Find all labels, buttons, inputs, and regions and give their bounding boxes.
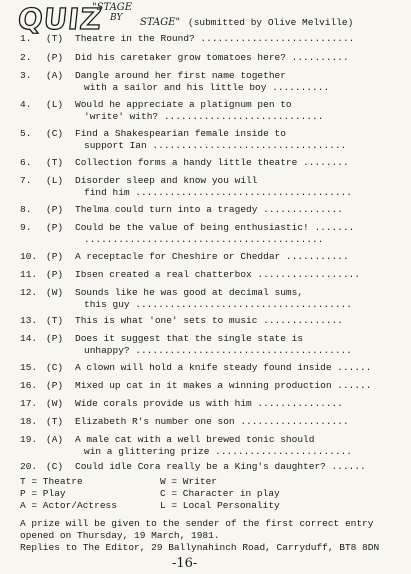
question-number: 13. <box>20 315 38 326</box>
question-category: (P) <box>46 269 64 280</box>
question-text: Does it suggest that the single state is <box>75 333 304 344</box>
question-text: Disorder sleep and know you will <box>75 175 258 186</box>
question-text: Ibsen created a real chatterbox .................. <box>75 269 361 280</box>
question-text: Dangle around her first name together <box>75 70 286 81</box>
question-category: (A) <box>46 70 64 81</box>
question-text: This is what 'one' sets to music .............. <box>75 315 343 326</box>
question-text: A male cat with a well brewed tonic should <box>75 434 315 445</box>
legend-entry: A = Actor/Actress <box>20 500 117 511</box>
question-number: 14. <box>20 333 38 344</box>
prize-line-2: opened on Thursday, 19 March, 1981. <box>20 530 220 541</box>
question-category: (P) <box>46 380 64 391</box>
question-text-line-2: .......................................... <box>84 234 324 245</box>
question-category: (W) <box>46 287 64 298</box>
question-text-line-2: this guy ...................................... <box>84 299 352 310</box>
prize-line-3: Replies to The Editor, 29 Ballynahinch Road, Carryduff, BT8 8DN <box>20 542 380 553</box>
question-category: (L) <box>46 99 64 110</box>
question-number: 19. <box>20 434 38 445</box>
by-word: BY <box>110 13 123 23</box>
question-category: (C) <box>46 128 64 139</box>
question-number: 11. <box>20 269 38 280</box>
question-text-line-2: with a sailor and his little boy .......... <box>84 82 330 93</box>
question-text: Wide corals provide us with him ............... <box>75 398 343 409</box>
stage-word-2: STAGE" <box>140 17 181 28</box>
question-text: A receptacle for Cheshire or Cheddar ........... <box>75 251 349 262</box>
question-number: 6. <box>20 157 32 168</box>
question-number: 18. <box>20 416 38 427</box>
question-category: (W) <box>46 398 64 409</box>
prize-line-1: A prize will be given to the sender of the first correct entry <box>20 518 374 529</box>
question-category: (C) <box>46 461 64 472</box>
stage-word-1: "STAGE <box>92 2 133 13</box>
question-number: 16. <box>20 380 38 391</box>
question-text: Thelma could turn into a tragedy .............. <box>75 204 343 215</box>
question-text: Did his caretaker grow tomatoes here? .......... <box>75 52 349 63</box>
question-text-line-2: support Ian .................................. <box>84 140 347 151</box>
question-number: 8. <box>20 204 32 215</box>
question-category: (T) <box>46 157 64 168</box>
question-category: (A) <box>46 434 64 445</box>
question-number: 9. <box>20 222 32 233</box>
question-number: 7. <box>20 175 32 186</box>
question-number: 20. <box>20 461 38 472</box>
question-number: 5. <box>20 128 32 139</box>
question-text: Could be the value of being enthusiastic! ....... <box>75 222 355 233</box>
question-number: 10. <box>20 251 38 262</box>
question-text-line-2: unhappy? ...................................... <box>84 345 352 356</box>
question-number: 17. <box>20 398 38 409</box>
question-category: (P) <box>46 333 64 344</box>
legend-entry: T = Theatre <box>20 476 83 487</box>
question-category: (T) <box>46 416 64 427</box>
question-number: 3. <box>20 70 32 81</box>
quiz-logo: QUIZ <box>16 2 104 36</box>
question-category: (T) <box>46 33 64 44</box>
question-number: 2. <box>20 52 32 63</box>
question-number: 1. <box>20 33 32 44</box>
question-text-line-2: win a glittering prize ........................ <box>84 446 352 457</box>
question-number: 15. <box>20 362 38 373</box>
prize-notice <box>20 518 379 554</box>
question-category: (C) <box>46 362 64 373</box>
legend-entry: L = Local Personality <box>160 500 280 511</box>
question-text: Mixed up cat in it makes a winning production ...... <box>75 380 372 391</box>
question-text: Would he appreciate a platignum pen to <box>75 99 292 110</box>
question-number: 4. <box>20 99 32 110</box>
question-text: Collection forms a handy little theatre ........ <box>75 157 349 168</box>
question-text-line-2: find him ...................................... <box>84 187 352 198</box>
question-category: (P) <box>46 204 64 215</box>
question-text-line-2: 'write' with? ............................ <box>84 111 324 122</box>
question-text: A clown will hold a knife steady found inside ...... <box>75 362 372 373</box>
question-category: (L) <box>46 175 64 186</box>
question-text: Find a Shakespearian female inside to <box>75 128 286 139</box>
legend-entry: P = Play <box>20 488 66 499</box>
question-category: (P) <box>46 251 64 262</box>
question-text: Sounds like he was good at decimal sums, <box>75 287 304 298</box>
question-category: (T) <box>46 315 64 326</box>
question-category: (P) <box>46 222 64 233</box>
question-text: Could idle Cora really be a King's daughter? ...... <box>75 461 366 472</box>
submitted-by: (submitted by Olive Melville) <box>188 17 354 28</box>
question-category: (P) <box>46 52 64 63</box>
legend-entry: C = Character in play <box>160 488 280 499</box>
question-text: Theatre in the Round? ........................... <box>75 33 355 44</box>
page-number: -16- <box>172 556 198 571</box>
question-number: 12. <box>20 287 38 298</box>
question-text: Elizabeth R's number one son ................... <box>75 416 349 427</box>
legend-entry: W = Writer <box>160 476 218 487</box>
quiz-header <box>16 2 408 36</box>
